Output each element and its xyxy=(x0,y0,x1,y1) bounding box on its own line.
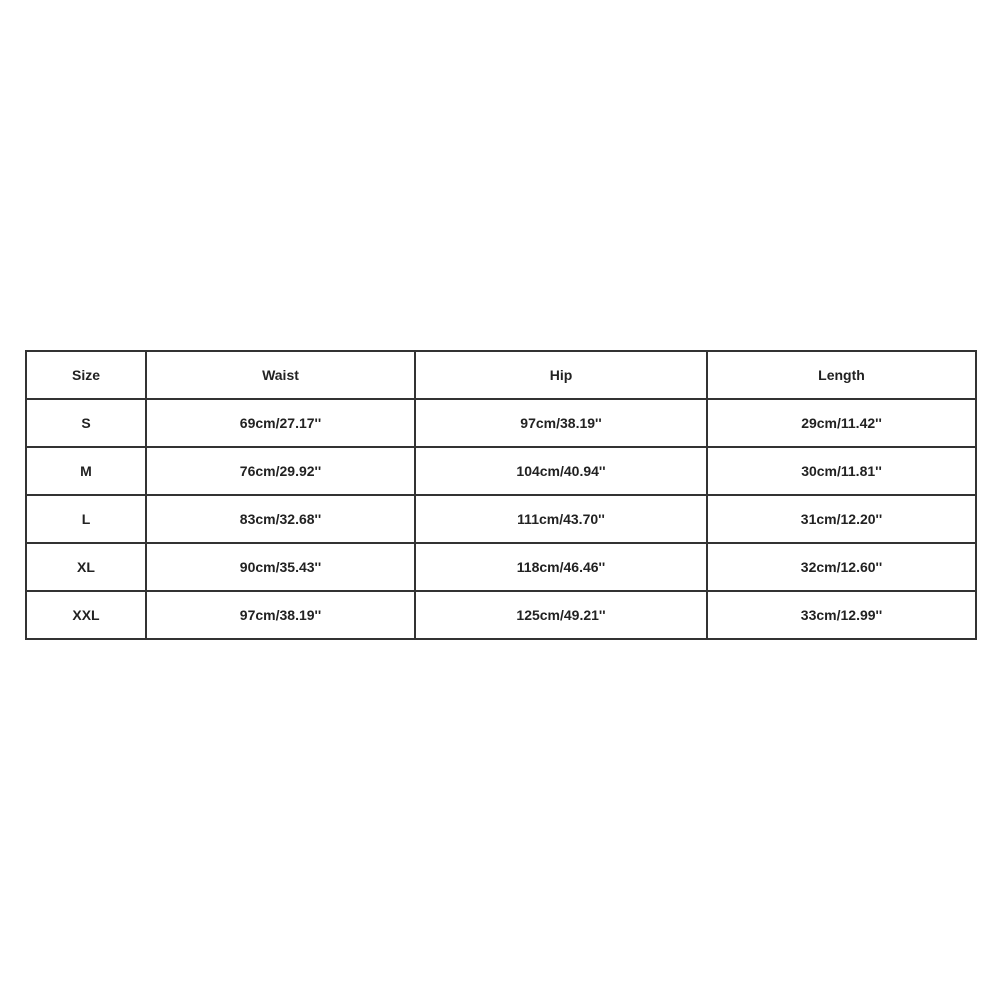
cell-length: 32cm/12.60'' xyxy=(707,543,976,591)
cell-size: XXL xyxy=(26,591,146,639)
cell-length: 30cm/11.81'' xyxy=(707,447,976,495)
table-row xyxy=(26,399,976,447)
cell-waist: 97cm/38.19'' xyxy=(146,591,415,639)
size-chart-table xyxy=(25,350,977,640)
cell-hip: 104cm/40.94'' xyxy=(415,447,707,495)
table-row xyxy=(26,591,976,639)
cell-waist: 76cm/29.92'' xyxy=(146,447,415,495)
table-row xyxy=(26,447,976,495)
cell-size: M xyxy=(26,447,146,495)
cell-length: 29cm/11.42'' xyxy=(707,399,976,447)
table-header-row xyxy=(26,351,976,399)
table-row xyxy=(26,495,976,543)
cell-waist: 83cm/32.68'' xyxy=(146,495,415,543)
cell-size: L xyxy=(26,495,146,543)
cell-waist: 90cm/35.43'' xyxy=(146,543,415,591)
cell-size: S xyxy=(26,399,146,447)
header-waist: Waist xyxy=(146,351,415,399)
cell-length: 31cm/12.20'' xyxy=(707,495,976,543)
cell-hip: 111cm/43.70'' xyxy=(415,495,707,543)
cell-size: XL xyxy=(26,543,146,591)
table-row xyxy=(26,543,976,591)
header-size: Size xyxy=(26,351,146,399)
cell-hip: 118cm/46.46'' xyxy=(415,543,707,591)
cell-waist: 69cm/27.17'' xyxy=(146,399,415,447)
cell-hip: 125cm/49.21'' xyxy=(415,591,707,639)
cell-hip: 97cm/38.19'' xyxy=(415,399,707,447)
header-length: Length xyxy=(707,351,976,399)
cell-length: 33cm/12.99'' xyxy=(707,591,976,639)
header-hip: Hip xyxy=(415,351,707,399)
